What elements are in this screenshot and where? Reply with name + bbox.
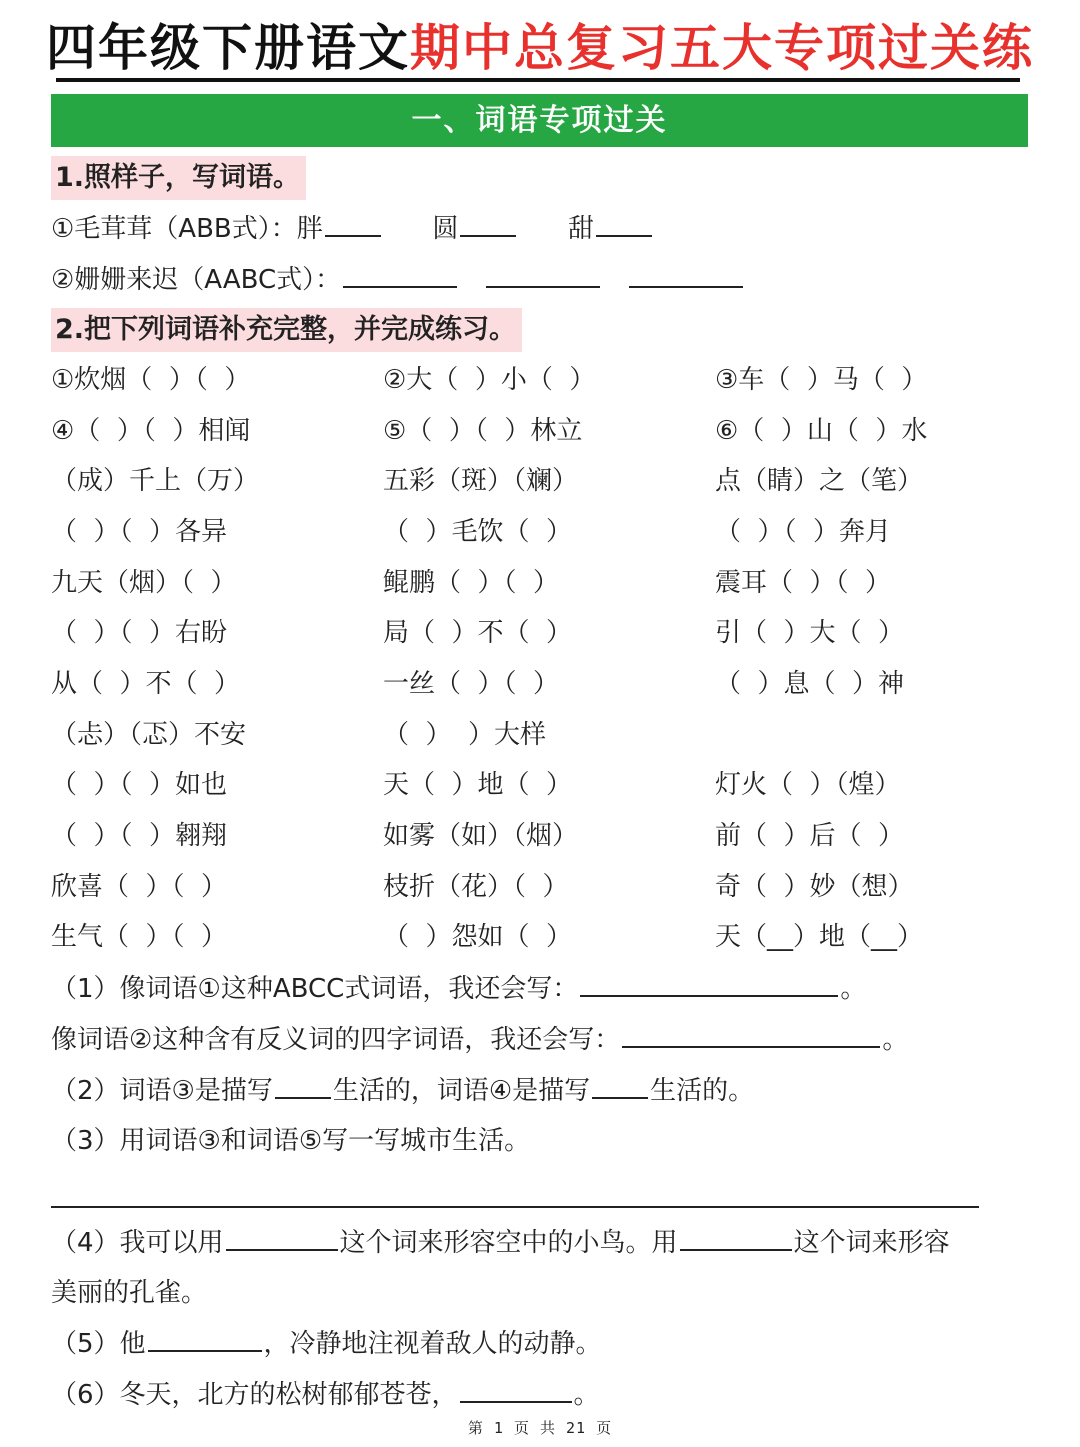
q1-line2-prefix: ②姗姗来迟（AABC式）： <box>51 265 342 295</box>
q2-part1a <box>51 971 866 1006</box>
q2-part4-b: 这个词来形容空中的小鸟。用 <box>339 1228 678 1258</box>
word-cell: ⑥（ ）山（ ）水 <box>715 416 928 446</box>
q2-part5-a: （5）他 <box>51 1329 146 1359</box>
q1-heading: 1.照样子，写词语。 <box>51 156 306 200</box>
word-cell: 点（睛）之（笔） <box>715 466 924 496</box>
title-underline <box>56 78 1020 82</box>
q2-part2 <box>51 1073 754 1108</box>
title-topic: 期中总复习五大专项过关练 <box>410 19 1034 77</box>
word-cell: 前（ ）后（ ） <box>715 821 905 851</box>
q2-part4-a: （4）我可以用 <box>51 1228 224 1258</box>
word-cell: （ ）息（ ）神 <box>715 669 905 699</box>
answer-blank[interactable] <box>325 211 381 237</box>
answer-blank[interactable] <box>580 971 838 997</box>
answer-blank[interactable] <box>592 1073 648 1099</box>
word-cell: （成）千上（万） <box>51 466 260 496</box>
word-cell: ③车（ ）马（ ） <box>715 365 928 395</box>
q2-part5-b: ，冷静地注视着敌人的动静。 <box>263 1329 602 1359</box>
word-cell: 从（ ）不（ ） <box>51 669 241 699</box>
word-cell: 鲲鹏（ ）（ ） <box>383 568 560 598</box>
answer-blank[interactable] <box>343 262 457 288</box>
q1-line1-w3: 甜 <box>567 214 594 244</box>
q2-part2-b: 生活的，词语④是描写 <box>332 1076 591 1106</box>
q2-part6-a: （6）冬天，北方的松树郁郁苍苍， <box>51 1380 458 1410</box>
q2-part5 <box>51 1326 602 1361</box>
word-cell: （忐）（忑）不安 <box>51 720 247 750</box>
word-cell: （ ）（ ）如也 <box>51 770 228 800</box>
word-cell: （ ）（ ）各异 <box>51 517 228 547</box>
q2-part3: （3）用词语③和词语⑤写一写城市生活。 <box>51 1126 531 1156</box>
answer-blank[interactable] <box>148 1326 262 1352</box>
section-banner <box>51 94 1028 147</box>
q2-part1a-end: 。 <box>840 974 867 1004</box>
word-cell: ①炊烟（ ）（ ） <box>51 365 251 395</box>
word-cell: 局（ ）不（ ） <box>383 618 573 648</box>
answer-blank[interactable] <box>596 211 652 237</box>
word-cell: （ ）毛饮（ ） <box>383 517 573 547</box>
q2-part1b-text: 像词语②这种含有反义词的四字词语，我还会写： <box>51 1025 621 1055</box>
word-cell: 五彩（斑）（斓） <box>383 466 579 496</box>
q2-part1b-end: 。 <box>882 1025 909 1055</box>
word-cell: 灯火（ ）（煌） <box>715 770 901 800</box>
word-cell: ④（ ）（ ）相闻 <box>51 416 251 446</box>
word-cell: ⑤（ ）（ ）林立 <box>383 416 583 446</box>
word-cell: （ ） ）大样 <box>383 720 547 750</box>
answer-blank[interactable] <box>680 1225 792 1251</box>
q2-part2-a: （2）词语③是描写 <box>51 1076 273 1106</box>
word-cell: 一丝（ ）（ ） <box>383 669 560 699</box>
page-title <box>0 16 1080 80</box>
word-cell: 生气（ ）（ ） <box>51 922 228 952</box>
q1-line1-prefix: ①毛茸茸（ABB式）：胖 <box>51 214 323 244</box>
q2-part6 <box>51 1377 600 1412</box>
q2-heading: 2.把下列词语补充完整，并完成练习。 <box>51 308 522 352</box>
section-banner-label: 一、词语专项过关 <box>411 103 668 138</box>
word-cell: 天（ ）地（ ） <box>383 770 573 800</box>
answer-line[interactable] <box>51 1206 979 1208</box>
word-cell: 天（__）地（__） <box>715 922 924 952</box>
title-grade: 四年级下册语文 <box>46 19 410 77</box>
q1-line1 <box>51 211 654 246</box>
q2-part1b <box>51 1022 908 1057</box>
word-cell: 引（ ）大（ ） <box>715 618 905 648</box>
word-cell: 九天（烟）（ ） <box>51 568 237 598</box>
q1-line2 <box>51 262 745 297</box>
q2-part4-cont: 美丽的孔雀。 <box>51 1278 208 1308</box>
word-cell: 欣喜（ ）（ ） <box>51 872 228 902</box>
word-cell: 如雾（如）（烟） <box>383 821 579 851</box>
answer-blank[interactable] <box>275 1073 331 1099</box>
answer-blank[interactable] <box>622 1022 880 1048</box>
q2-part1a-text: （1）像词语①这种ABCC式词语，我还会写： <box>51 974 579 1004</box>
word-cell: （ ）怨如（ ） <box>383 922 573 952</box>
q2-part4-c: 这个词来形容 <box>793 1228 950 1258</box>
word-cell: （ ）（ ）右盼 <box>51 618 228 648</box>
answer-blank[interactable] <box>629 262 743 288</box>
word-cell: （ ）（ ）奔月 <box>715 517 892 547</box>
answer-blank[interactable] <box>460 1377 572 1403</box>
answer-blank[interactable] <box>226 1225 338 1251</box>
word-cell: 奇（ ）妙（想） <box>715 872 914 902</box>
answer-blank[interactable] <box>486 262 600 288</box>
q2-part4 <box>51 1225 950 1260</box>
word-cell: ②大（ ）小（ ） <box>383 365 596 395</box>
word-cell: 枝折（花）（ ） <box>383 872 569 902</box>
q2-part2-c: 生活的。 <box>650 1076 755 1106</box>
page-number: 第 1 页 共 21 页 <box>467 1419 613 1437</box>
word-cell: 震耳（ ）（ ） <box>715 568 892 598</box>
answer-blank[interactable] <box>460 211 516 237</box>
q1-line1-w2: 圆 <box>432 214 459 244</box>
q2-part6-b: 。 <box>573 1380 600 1410</box>
word-cell: （ ）（ ）翱翔 <box>51 821 228 851</box>
